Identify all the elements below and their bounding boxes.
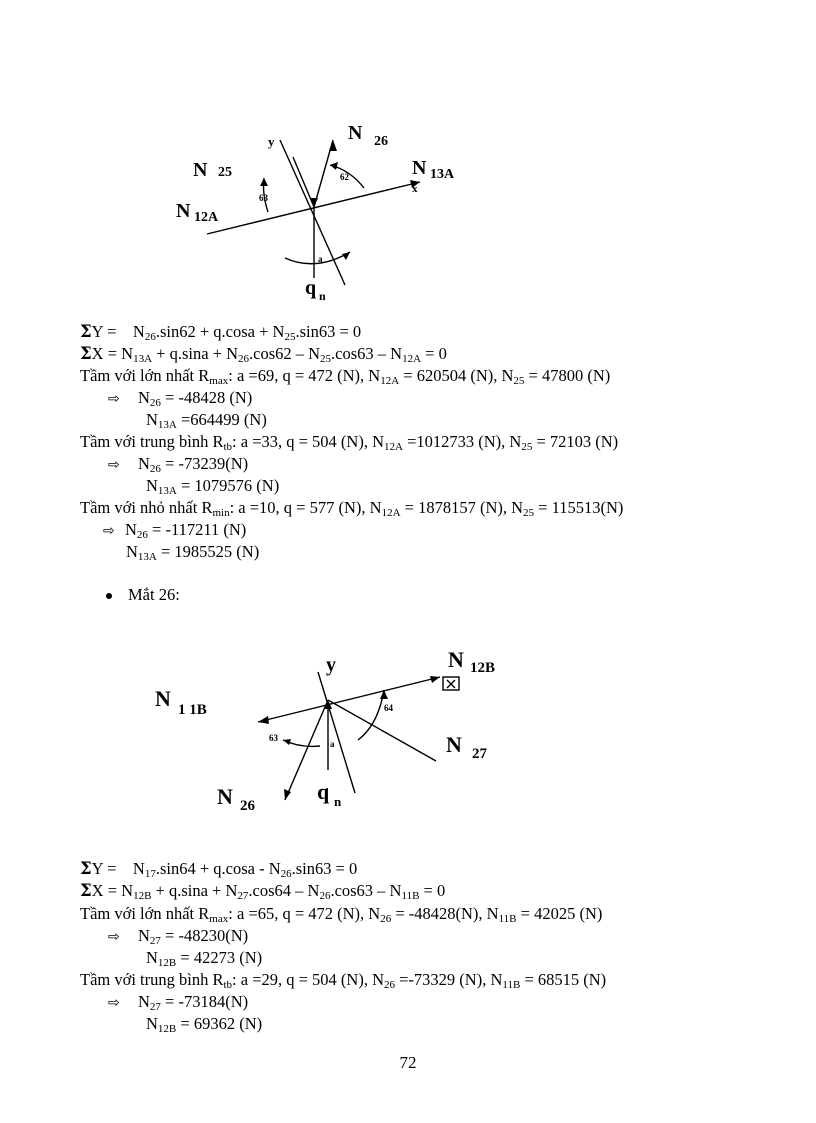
n27-line: [328, 700, 436, 761]
implies-arrow-icon: ⇨: [108, 929, 120, 945]
axis-y-line: [318, 672, 355, 793]
case2-max-result1: ⇨ $N_{27} = -48230(N)$: [108, 926, 249, 947]
force-diagram-1: [0, 0, 816, 320]
label-angle-63: 63: [269, 733, 278, 743]
case1-mid-result2: $N_{13A} = 1079576$ (N): [146, 476, 280, 497]
case2-mid: Tầm với trung bình $R_{tb}$: a =29, q = 504 (N), $N_{26} =-73329$ (N), $N_{11B} = 68515$ (N): [80, 970, 607, 991]
label-n26: N: [217, 784, 233, 809]
case1-max-result1: ⇨ $N_{26} = -48428$ (N): [108, 388, 253, 409]
case2-max: Tầm với lớn nhất $R_{max}$: a =65, q = 472 (N), $N_{26} = -48428(N)$, $N_{11B} = 42025$ (N): [80, 904, 603, 925]
label-n26-sub: 26: [374, 134, 388, 149]
implies-arrow-icon: ⇨: [103, 523, 115, 539]
label-n13a-sub: 13A: [430, 167, 455, 182]
arc63-arrowhead: [283, 739, 291, 745]
case1-max: Tầm với lớn nhất $R_{max}$: a =69, q = 472 (N), $N_{12A} = 620504$ (N), $N_{25} = 47800$ (N): [80, 366, 611, 387]
label-angle-62: 62: [340, 172, 349, 182]
label-n26-sub: 26: [240, 798, 255, 814]
case2-max-result2: $N_{12B} = 42273$ (N): [146, 948, 263, 969]
label-n25: N: [193, 159, 208, 181]
case1-min: Tầm với nhỏ nhất $R_{min}$: a =10, q = 577 (N), $N_{12A} = 1878157$ (N), $N_{25} = 115513(N)$: [80, 498, 624, 519]
label-y: y: [326, 654, 336, 676]
label-n11b-sub: 1 1B: [178, 702, 207, 718]
force-diagram-2: [0, 640, 816, 840]
eq1-sum-x: $\Sigma X = N_{13A} + q.\sin a + N_{26}.\cos 62 - N_{25}.\cos 63 - N_{12A} = 0$: [80, 344, 447, 365]
n11b-n12b-line: [258, 677, 440, 722]
label-angle-63: 63: [259, 193, 268, 203]
label-q-sub: n: [334, 794, 342, 809]
eq1-sum-y: ΣY = $N_{26}.\sin 62 + q.\cos a + N_{25}.\sin 63 = 0$: [80, 322, 362, 343]
eq2-sum-x: $\Sigma X = N_{12B} + q.\sin a + N_{27}.\cos 64 - N_{26}.\cos 63 - N_{11B} = 0$: [80, 881, 446, 902]
q-arrowhead: [310, 198, 318, 207]
page-number: 72: [399, 1053, 417, 1072]
label-y: y: [268, 134, 275, 149]
n11b-arrowhead: [258, 716, 269, 724]
angle-64-arc: [358, 690, 384, 740]
case1-max-result2: $N_{13A} =664499$ (N): [146, 410, 267, 431]
label-n26: N: [348, 122, 363, 144]
implies-arrow-icon: ⇨: [108, 391, 120, 407]
case1-min-result1: ⇨ $N_{26} = -117211$ (N): [103, 520, 247, 541]
case2-mid-result1: ⇨ $N_{27} = -73184(N)$: [108, 992, 249, 1013]
label-n12b: N: [448, 647, 464, 672]
label-n27-sub: 27: [472, 746, 487, 762]
label-n12a-sub: 12A: [194, 210, 219, 225]
case1-min-result2: $N_{13A} = 1985525$ (N): [126, 542, 260, 563]
label-angle-64: 64: [384, 703, 393, 713]
section-heading: Mắt 26:: [128, 585, 180, 604]
label-q: q: [317, 779, 330, 804]
label-n27: N: [446, 732, 462, 757]
n26-arrowhead: [329, 140, 337, 151]
implies-arrow-icon: ⇨: [108, 995, 120, 1011]
case1-mid: Tầm với trung bình $R_{tb}$: a =33, q = 504 (N), $N_{12A} =1012733$ (N), $N_{25} = 72103$ (N): [80, 432, 619, 453]
section-bullet: [106, 584, 180, 606]
arc63-arrowhead: [260, 178, 268, 186]
label-n25-sub: 25: [218, 165, 232, 180]
arc62-arrowhead: [330, 162, 338, 170]
label-n13a: N: [412, 157, 427, 179]
label-q-sub: n: [319, 289, 326, 303]
case2-mid-result2: $N_{12B} = 69362$ (N): [146, 1014, 263, 1035]
label-q: q: [305, 277, 317, 299]
label-angle-a: a: [330, 739, 335, 749]
eq2-sum-y: ΣY = $N_{17}.\sin 64 + q.\cos a - N_{26}.\sin 63 = 0$: [80, 859, 358, 880]
label-angle-a: a: [318, 254, 323, 264]
label-x: x: [412, 183, 418, 195]
label-n12b-sub: 12B: [470, 660, 496, 676]
bullet-icon: [106, 593, 112, 599]
implies-arrow-icon: ⇨: [108, 457, 120, 473]
n12b-arrowhead: [430, 676, 440, 683]
case1-mid-result1: ⇨ $N_{26} = -73239(N)$: [108, 454, 249, 475]
label-n12a: N: [176, 200, 191, 222]
label-n11b: N: [155, 686, 171, 711]
n26-arrowhead: [284, 789, 291, 800]
